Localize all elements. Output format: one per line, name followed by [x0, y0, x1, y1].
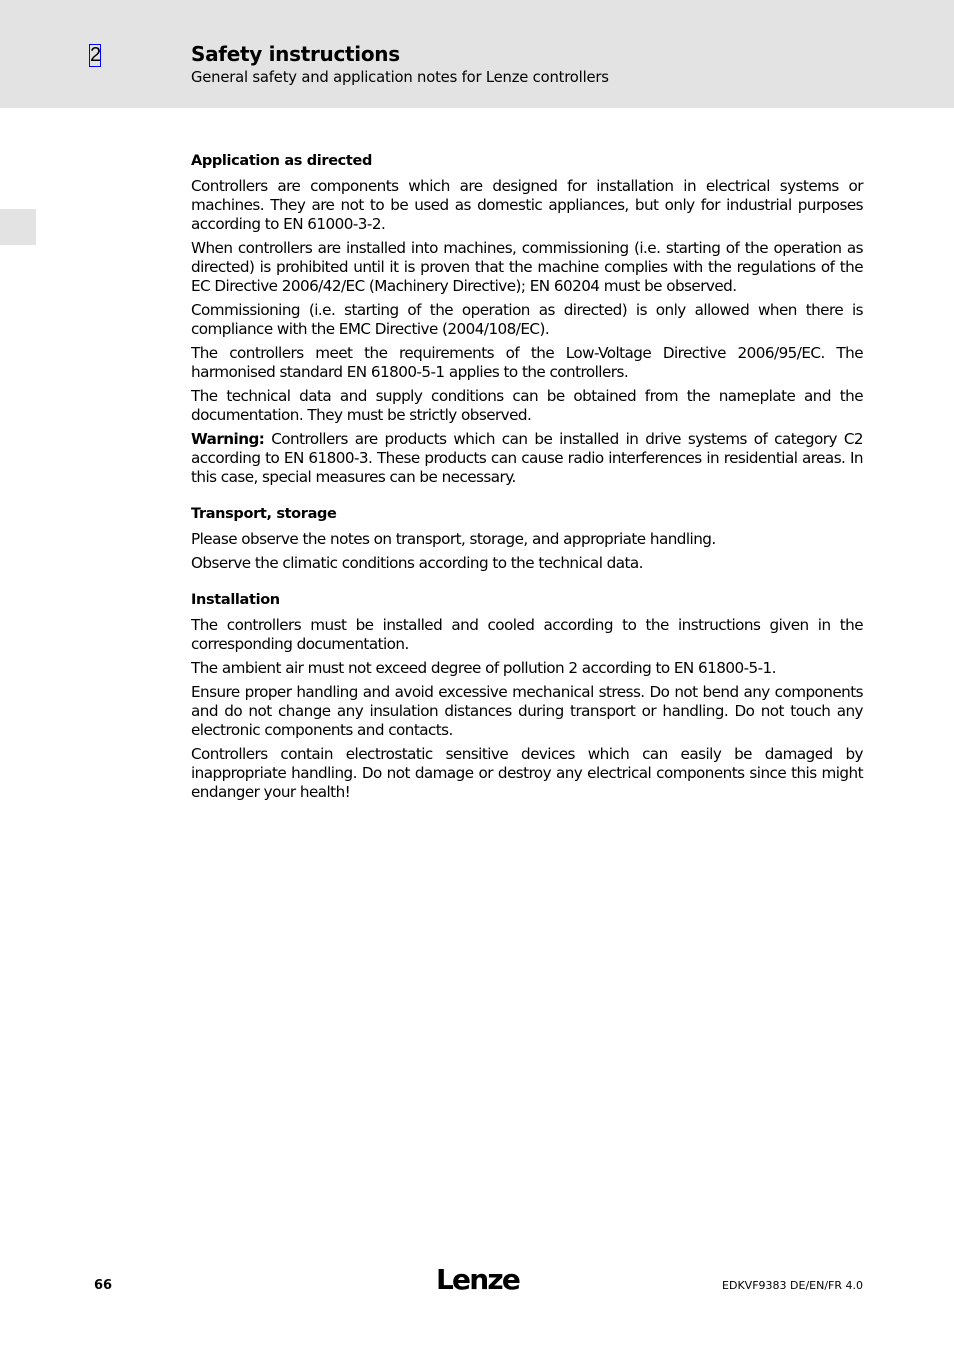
warning-label: Warning: [191, 430, 265, 448]
lenze-logo: Lenze [436, 1263, 520, 1296]
page-subtitle: General safety and application notes for Lenze controllers [191, 69, 609, 86]
paragraph: The technical data and supply conditions can be obtained from the nameplate and the documentation. They must be strictly observed. [191, 387, 863, 424]
paragraph: Ensure proper handling and avoid excessive mechanical stress. Do not bend any components and do not change any insulation distances during transport or handling. Do not touch any electronic components and contacts. [191, 683, 863, 739]
chapter-number-link[interactable]: 2 [90, 44, 102, 66]
warning-text: Controllers are products which can be installed in drive systems of category C2 according to EN 61800-3. These products can cause radio interferences in residential areas. In this case, special measures can be necessary. [191, 430, 863, 486]
section-heading: Transport, storage [191, 506, 337, 522]
section-application [191, 149, 863, 487]
paragraph: Please observe the notes on transport, storage, and appropriate handling. [191, 530, 716, 548]
page-title: Safety instructions [191, 42, 400, 66]
paragraph: The ambient air must not exceed degree of pollution 2 according to EN 61800-5-1. [191, 659, 776, 677]
paragraph: Controllers are components which are designed for installation in electrical systems or machines. They are not to be used as domestic appliances, but only for industrial purposes according to EN 61000-3-2. [191, 177, 863, 233]
paragraph: Commissioning (i.e. starting of the operation as directed) is only allowed when there is compliance with the EMC Directive (2004/108/EC). [191, 301, 863, 338]
section-heading: Application as directed [191, 153, 373, 169]
paragraph: Controllers contain electrostatic sensitive devices which can easily be damaged by inappropriate handling. Do not damage or destroy any electrical components since this might endanger your health! [191, 745, 863, 801]
page-number: 66 [94, 1278, 113, 1293]
header-band [0, 0, 954, 108]
section-installation [191, 588, 863, 802]
section-heading: Installation [191, 592, 280, 608]
warning-paragraph [191, 430, 863, 487]
paragraph: Observe the climatic conditions according to the technical data. [191, 554, 643, 572]
content [191, 149, 863, 817]
paragraph: The controllers must be installed and cooled according to the instructions given in the corresponding documentation. [191, 616, 863, 653]
paragraph: When controllers are installed into machines, commissioning (i.e. starting of the operation as directed) is prohibited until it is proven that the machine complies with the regulations of the EC Directive 2006/42/EC (Machinery Directive); EN 60204 must be observed. [191, 239, 863, 295]
chapter-side-tab [0, 209, 36, 245]
document-code: EDKVF9383 DE/EN/FR 4.0 [722, 1279, 863, 1292]
section-transport [191, 502, 863, 573]
paragraph: The controllers meet the requirements of the Low-Voltage Directive 2006/95/EC. The harmonised standard EN 61800-5-1 applies to the controllers. [191, 344, 863, 381]
